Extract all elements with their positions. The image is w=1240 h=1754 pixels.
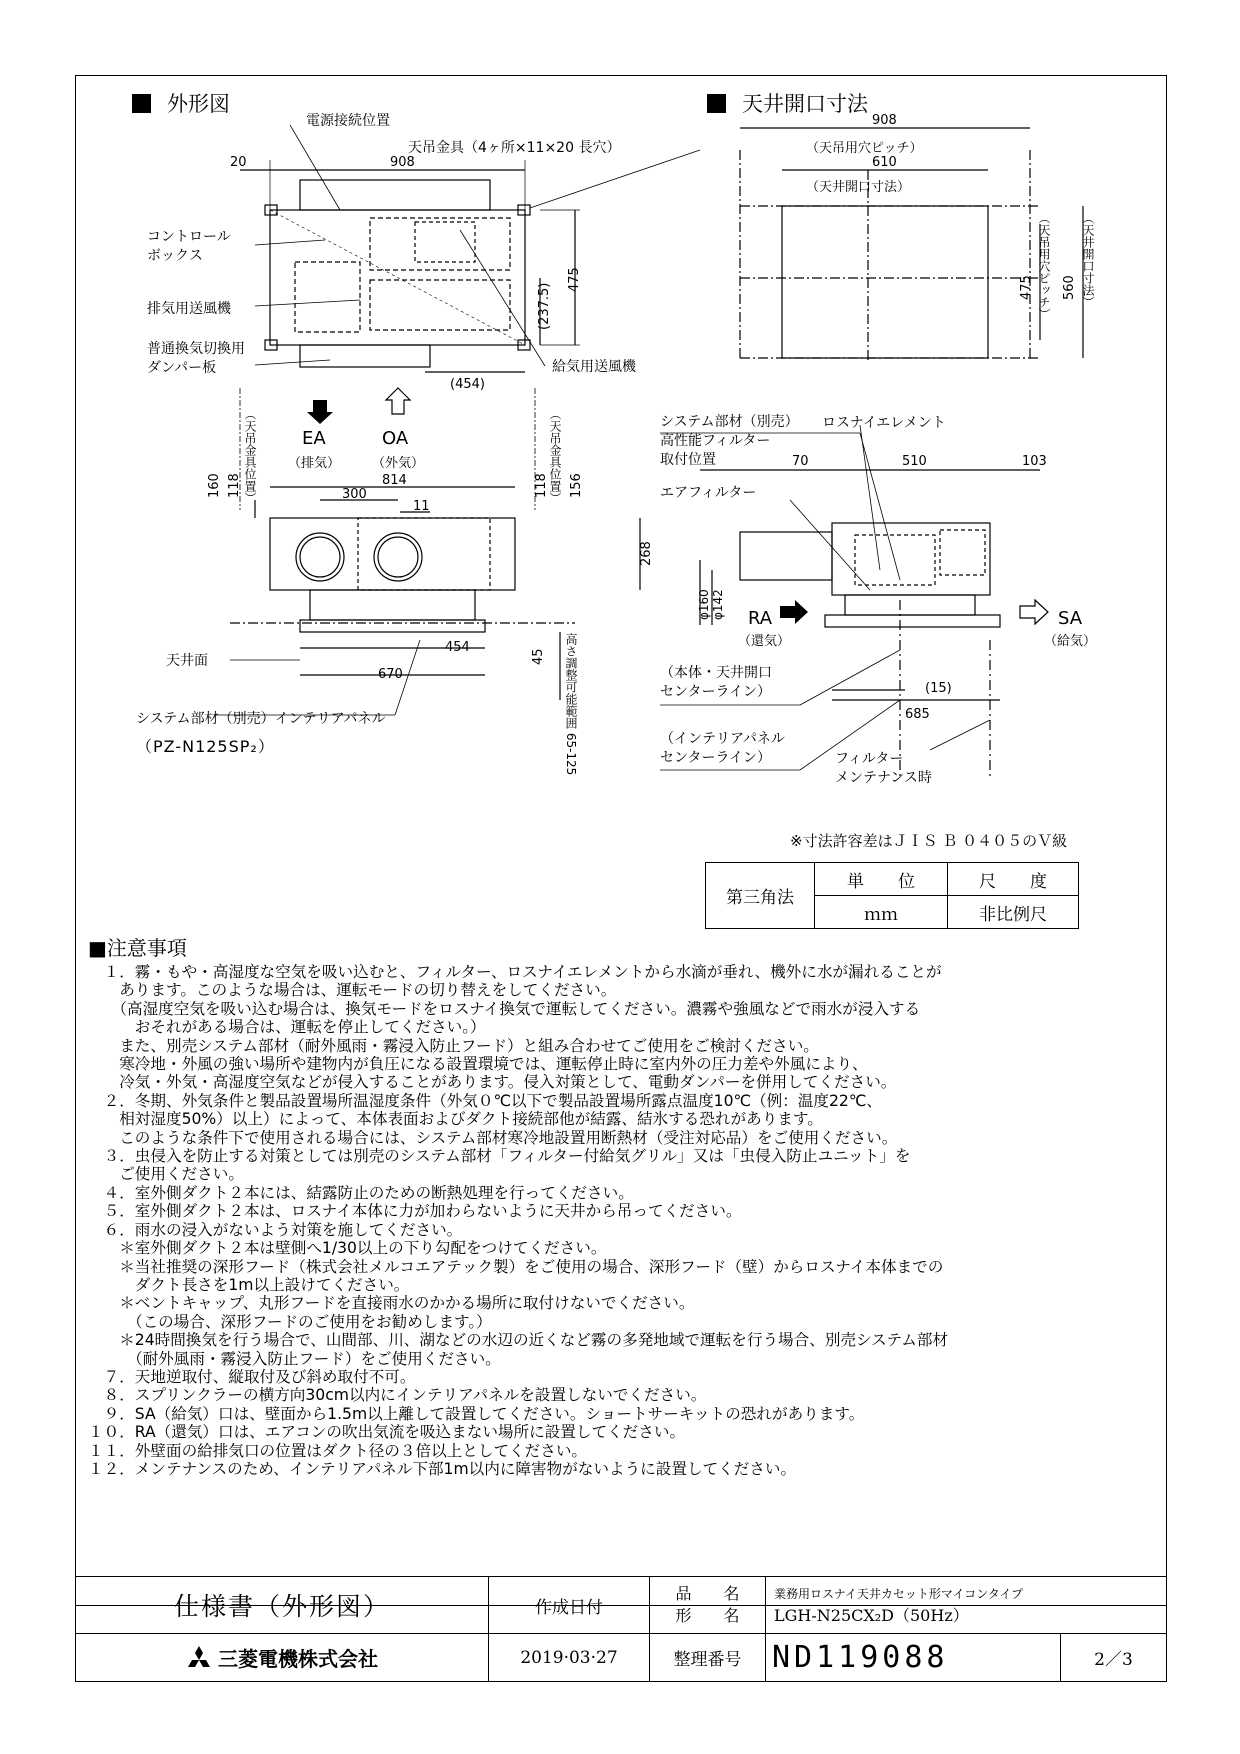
dim-118: 118 xyxy=(227,473,242,498)
label-sys-filter: システム部材（別売） 高性能フィルター 取付位置 xyxy=(660,414,799,468)
label-oa: OA xyxy=(382,428,409,449)
note-line: ８．スプリンクラーの横方向30cm以内にインテリアパネルを設置しないでください。 xyxy=(88,1386,707,1405)
scale-label: 尺 度 xyxy=(948,863,1079,896)
label-ea: EA xyxy=(302,428,326,449)
dim-phi160: φ160 xyxy=(697,589,711,620)
mitsubishi-logo-icon xyxy=(186,1646,212,1670)
note-line: 冷気・外気・高湿度空気などが侵入することがあります。侵入対策として、電動ダンパーを併用してください。 xyxy=(88,1073,897,1092)
ea-arrow-icon xyxy=(307,400,333,424)
label-hole-pitch-v: （天吊用穴ピッチ） xyxy=(1037,212,1051,320)
note-line: ２．冬期、外気条件と製品設置場所温湿度条件（外気０℃以下で製品設置場所露点温度10℃（例：温度22℃、 xyxy=(88,1091,882,1110)
label-ra: RA xyxy=(748,608,773,629)
ceiling-opening-rect xyxy=(782,206,988,358)
note-line: （耐外風雨・霧浸入防止フード）をご使用ください。 xyxy=(88,1349,501,1368)
label-opening-dim-v: （天井開口寸法） xyxy=(1081,212,1095,308)
note-line: ＊24時間換気を行う場合で、山間部、川、湖などの水辺の近くなど霧の多発地域で運転を行う場合、別売システム部材 xyxy=(88,1331,949,1350)
note-line: （高湿度空気を吸い込む場合は、換気モードをロスナイ換気で運転してください。濃霧や強風などで雨水が浸入する xyxy=(88,999,921,1018)
note-line: １．霧・もや・高湿度な空気を吸い込むと、フィルター、ロスナイエレメントから水滴が垂れ、機外に水が漏れることが xyxy=(88,963,942,981)
note-line: ６．雨水の浸入がないよう対策を施してください。 xyxy=(88,1220,463,1239)
note-line: おそれがある場合は、運転を停止してください。） xyxy=(88,1018,486,1037)
label-tolerance: ※寸法許容差はＪＩＳ Ｂ ０４０５のＶ級 xyxy=(790,832,1068,850)
label-air-filter: エアフィルター xyxy=(660,485,757,501)
label-control-box: コントロール ボックス xyxy=(147,229,231,264)
oa-arrow-icon xyxy=(386,388,410,414)
ceil-dim-475: 475 xyxy=(1019,275,1034,300)
ea-duct-circle xyxy=(296,533,344,581)
oa-duct-circle xyxy=(374,533,422,581)
dim-814: 814 xyxy=(382,473,407,488)
notes-section xyxy=(88,935,948,1478)
note-line: このような条件下で使用される場合には、システム部材寒冷地設置用断熱材（受注対応品）をご使用ください。 xyxy=(88,1128,898,1147)
label-hanger: 天吊金具（4ヶ所×11×20 長穴） xyxy=(408,140,621,156)
label-panel: システム部材（別売）インテリアパネル xyxy=(136,711,386,727)
unit-top-cap xyxy=(300,180,490,210)
dim-118b: 118 xyxy=(534,473,549,498)
unit-label: 単 位 xyxy=(815,863,948,896)
note-line: ３．虫侵入を防止する対策としては別売のシステム部材「フィルター付給気グリル」又は「虫侵入防止ユニット」を xyxy=(88,1147,911,1166)
notes-title: ■注意事項 xyxy=(88,936,187,960)
projection-table xyxy=(705,862,1079,929)
note-line: １２．メンテナンスのため、インテリアパネル下部1m以内に障害物がないように設置してください。 xyxy=(88,1459,797,1478)
dim-156: 156 xyxy=(569,473,584,498)
note-line: また、別売システム部材（耐外風雨・霧浸入防止フード）と組み合わせてご使用をご検討ください。 xyxy=(88,1036,819,1055)
label-exhaust-fan: 排気用送風機 xyxy=(147,301,231,317)
label-center-line: （本体・天井開口 センターライン） xyxy=(660,665,772,700)
label-hanger-pos-left: （天吊金具位置） xyxy=(243,408,257,504)
note-line: あります。このような場合は、運転モードの切り替えをしてください。 xyxy=(88,981,617,1000)
note-line: ７．天地逆取付、縦取付及び斜め取付不可。 xyxy=(88,1367,416,1386)
label-sa: SA xyxy=(1058,608,1083,629)
note-line: ５．室外側ダクト２本は、ロスナイ本体に力が加わらないように天井から吊ってください。 xyxy=(88,1202,742,1221)
ref-number: ND119088 xyxy=(766,1634,1061,1682)
note-line: １０．RA（還気）口は、エアコンの吹出気流を吸込まない場所に設置してください。 xyxy=(88,1423,686,1442)
note-line: 相対湿度50%）以上）によって、本体表面およびダクト接続部他が結露、結氷する恐れがあります。 xyxy=(88,1110,823,1129)
label-adjust-range: 高さ調整可能範囲 65-125 xyxy=(564,633,578,776)
ceil-dim-610: 610 xyxy=(872,155,897,170)
dim-454: 454 xyxy=(445,640,470,655)
label-hole-pitch: （天吊用穴ピッチ） xyxy=(806,141,923,156)
dim-20: 20 xyxy=(230,155,247,170)
footer-table xyxy=(75,1576,1167,1682)
note-line: ４．室外側ダクト２本には、結露防止のための断熱処理を行ってください。 xyxy=(88,1183,634,1202)
notes-list xyxy=(88,963,948,1478)
projection-method: 第三角法 xyxy=(706,863,815,929)
label-damper: 普通換気切換用 ダンパー板 xyxy=(147,341,245,376)
dim-454p: (454) xyxy=(450,377,485,392)
label-panel-center: （インテリアパネル センターライン） xyxy=(660,731,785,766)
dim-70: 70 xyxy=(792,454,809,469)
unit-value: ｍｍ xyxy=(815,896,948,929)
dim-160: 160 xyxy=(207,473,222,498)
date-cell: 2019·03·27 xyxy=(489,1634,650,1682)
dim-103: 103 xyxy=(1022,454,1047,469)
note-line: １１．外壁面の給排気口の位置はダクト径の３倍以上としてください。 xyxy=(88,1441,588,1460)
unit-front-outline xyxy=(270,518,515,590)
note-line: （この場合、深形フードのご使用をお勧めします。） xyxy=(88,1312,492,1331)
note-line: 寒冷地・外風の強い場所や建物内が負圧になる設置環境では、運転停止時に室内外の圧力差や外風により、 xyxy=(88,1055,868,1074)
dim-45: 45 xyxy=(531,648,546,665)
label-power-position: 電源接続位置 xyxy=(306,113,390,129)
dim-phi142: φ142 xyxy=(711,589,725,620)
note-line: ＊当社推奨の深形フード（株式会社メルコエアテック製）をご使用の場合、深形フード（壁）からロスナイ本体までの xyxy=(88,1257,944,1276)
dim-268: 268 xyxy=(639,541,654,566)
outline-section-title: 外形図 xyxy=(132,88,230,118)
sa-arrow-icon xyxy=(1020,600,1048,624)
ceil-dim-560: 560 xyxy=(1062,275,1077,300)
dim-475: 475 xyxy=(567,267,582,292)
unit-side-outline xyxy=(832,523,990,595)
ref-label: 整理番号 xyxy=(650,1634,766,1682)
ra-arrow-icon xyxy=(780,600,808,624)
dim-670: 670 xyxy=(378,667,403,682)
label-lossnay-element: ロスナイエレメント xyxy=(822,415,946,431)
page-number: 2／3 xyxy=(1061,1634,1167,1682)
product-info: 業務用ロスナイ天井カセット形マイコンタイプ LGH-N25CX₂D（50Hz） xyxy=(766,1577,1167,1634)
label-sa-sub: （給気） xyxy=(1044,634,1097,649)
label-panel-model: （PZ-N125SP₂） xyxy=(136,737,275,756)
note-line: ダクト長さを1m以上設けてください。 xyxy=(88,1275,410,1294)
product-labels: 品 名 形 名 xyxy=(650,1577,766,1634)
label-ra-sub: （還気） xyxy=(738,634,791,649)
ceil-dim-908: 908 xyxy=(872,113,897,128)
label-hanger-pos-right: （天吊金具位置） xyxy=(548,408,562,504)
note-line: ９．SA（給気）口は、壁面から1.5m以上離して設置してください。ショートサーキットの恐れがあります。 xyxy=(88,1404,865,1423)
label-filter-maint: フィルター メンテナンス時 xyxy=(835,751,932,786)
dim-237: (237.5) xyxy=(537,282,552,330)
note-line: ＊ベントキャップ、丸形フードを直接雨水のかかる場所に取付けないでください。 xyxy=(88,1294,695,1313)
dim-11: 11 xyxy=(413,499,430,514)
dim-685: 685 xyxy=(905,707,930,722)
label-ea-sub: （排気） xyxy=(288,456,341,471)
dim-510: 510 xyxy=(902,454,927,469)
note-line: ご使用ください。 xyxy=(88,1165,244,1184)
note-line: ＊室外側ダクト２本は壁側へ1/30以上の下り勾配をつけてください。 xyxy=(88,1239,607,1258)
ceiling-section-title: 天井開口寸法 xyxy=(707,88,868,118)
dim-908: 908 xyxy=(390,155,415,170)
label-supply-fan: 給気用送風機 xyxy=(552,359,636,375)
created-label: 作成日付 xyxy=(489,1577,650,1634)
label-opening-dim: （天井開口寸法） xyxy=(806,180,911,195)
dim-300: 300 xyxy=(342,487,367,502)
scale-value: 非比例尺 xyxy=(948,896,1079,929)
label-oa-sub: （外気） xyxy=(372,456,425,471)
label-ceiling-face: 天井面 xyxy=(166,653,208,669)
spec-title: 仕様書（外形図） xyxy=(76,1577,489,1634)
dim-15: (15) xyxy=(925,681,952,696)
company-cell: 三菱電機株式会社 xyxy=(76,1634,489,1682)
